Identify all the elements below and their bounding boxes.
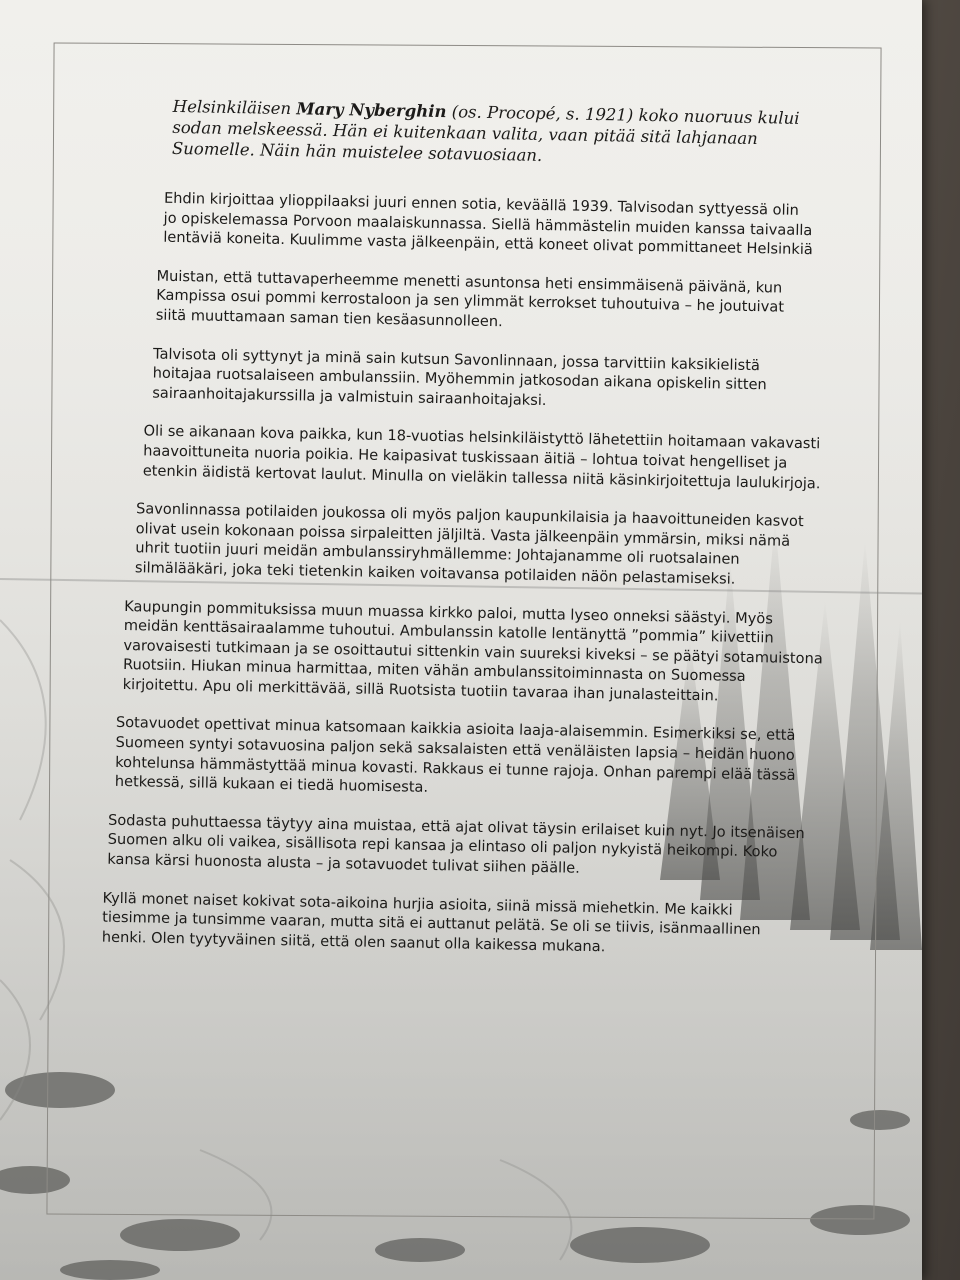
paragraph-6: Kaupungin pommituksissa muun muassa kirkko paloi, mutta lyseo onneksi säästyi. Myös meidän kenttäsairaalamme tuhoutui. Ambulanssin katolle lentänyttä ”pommia” kiivettiin varovaisesti tutkimaan ja se osoittautui sittenkin vain suureksi kiveksi – se päätyi sotamuistona Ruotsiin. Hiukan minua harmittaa, miten vähän ambulanssitoiminnasta on Suomessa kirjoitettu. Apu oli merkittävää, sillä Ruotsista tuotiin tavaraa ihan junalasteittain. <box>122 597 823 705</box>
paragraph-7: Sotavuodet opettivat minua katsomaan kaikkia asioita laaja-alaisemmin. Esimerkiksi se, että Suomeen syntyi sotavuosina paljon sekä saksalaisten että venäläisten lapsia – heidän huono kohtelunsa hämmästyttää minua kovasti. Rakkaus ei tunne rajoja. Onhan parempi elää tässä hetkessä, sillä kukaan ei tiedä huomisesta. <box>114 714 796 797</box>
paragraph-4: Oli se aikanaan kova paikka, kun 18-vuotias helsinkiläistyttö lähetettiin hoitamaan vakavasti haavoittuneita nuoria poikia. He kaipasivat tuskissaan äitiä – lohtua toivat hengelliset ja etenkin äidistä kertovat laulut. Minulla on vieläkin tallessa niitä käsinkirjoitettuja laulukirjoja. <box>142 422 821 492</box>
paragraph-3: Talvisota oli syttynyt ja minä sain kutsun Savonlinnaan, jossa tarvittiin kaksikielistä hoitajaa ruotsalaiseen ambulanssiin. Myöhemmin jatkosodan aikana opiskelin sitten sairaanhoitajakurssilla ja valmistuin sairaanhoitajaksi. <box>152 345 767 409</box>
intro-paragraph <box>172 96 813 171</box>
paragraph-8: Sodasta puhuttaessa täytyy aina muistaa, että ajat olivat täysin erilaiset kuin nyt. Jo itsenäisen Suomen alku oli vaikea, sisällisota repi kansaa ja elintaso oli paljon nykyistä heikompi. Koko kansa kärsi huonosta alusta – ja sotavuodet tulivat siihen päälle. <box>107 811 805 877</box>
text-block <box>101 95 828 980</box>
paragraph-list <box>101 188 826 961</box>
intro-prefix: Helsinkiläisen <box>172 96 297 119</box>
paragraph-5: Savonlinnassa potilaiden joukossa oli myös paljon kaupunkilaisia ja haavoittuneiden kasvot olivat usein kokonaan poissa sirpaleitten jäljiltä. Vasta jälkeenpäin ymmärsin, miksi nämä uhrit tuotiin juuri meidän ambulanssiryhmällemme: Johtajanamme oli ruotsalainen silmälääkäri, joka teki tietenkin kaiken voitavansa potilaiden näön pelastamiseksi. <box>134 500 804 588</box>
paragraph-9: Kyllä monet naiset kokivat sota-aikoina hurjia asioita, siinä missä miehetkin. Me kaikki tiesimme ja tunsimme vaaran, mutta sitä ei auttanut pelätä. Se oli se tiivis, isänmaallinen henki. Olen tyytyväinen siitä, että olen saanut olla kaikessa mukana. <box>101 889 761 956</box>
paragraph-2: Muistan, että tuttavaperheemme menetti asuntonsa heti ensimmäisenä päivänä, kun Kampissa osui pommi kerrostaloon ja sen ylimmät kerrokset tuhoutuiva – he joutuivat siitä muuttamaan saman tien kesäasunnolleen. <box>155 267 785 331</box>
intro-name: Mary Nyberghin <box>296 99 447 122</box>
paragraph-1: Ehdin kirjoittaa ylioppilaaksi juuri ennen sotia, keväällä 1939. Talvisodan syttyessä olin jo opiskelemassa Porvoon maalaiskunnassa. Siellä hämmästelin muiden kanssa taivaalla lentäviä koneita. Kuulimme vasta jälkeenpäin, että koneet olivat pommittaneet Helsinkiä <box>163 189 814 259</box>
intro-suffix: (os. Procopé, s. 1921) koko nuoruus kului sodan melskeessä. Hän ei kuitenkaan valita, vaan pitää sitä lahjanaan Suomelle. Näin hän muistelee sotavuosiaan. <box>171 102 800 165</box>
